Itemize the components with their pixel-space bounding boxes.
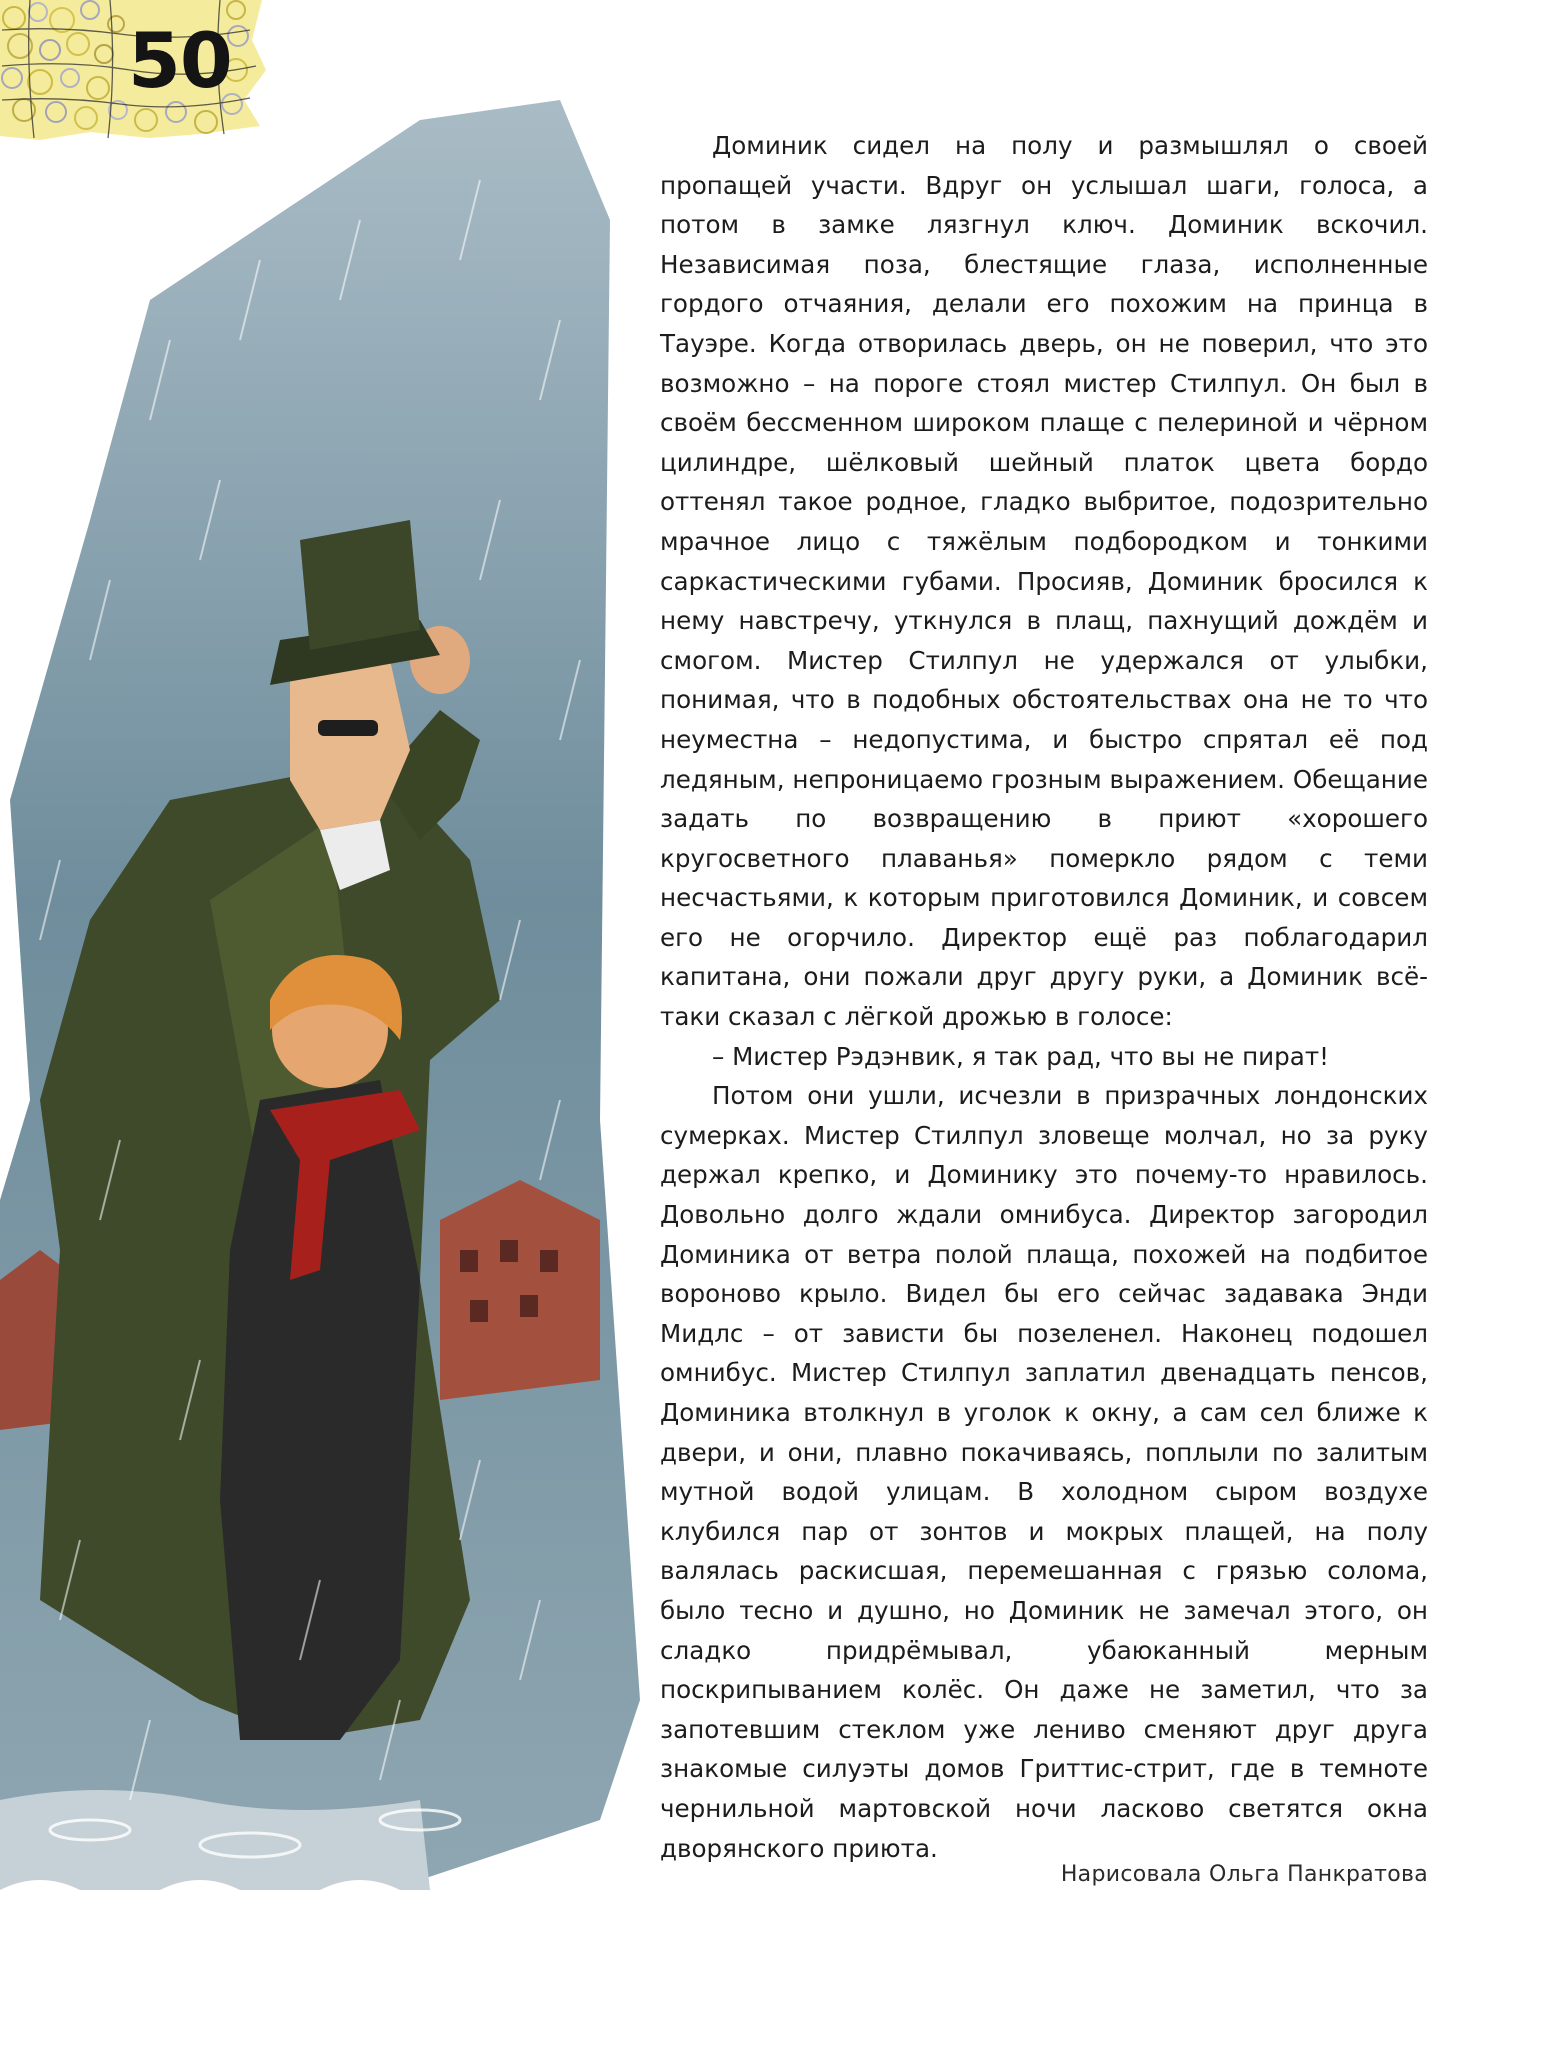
story-text: [660, 126, 1428, 1868]
paragraph-dialog: – Мистер Рэдэнвик, я так рад, что вы не пират!: [712, 1041, 1330, 1071]
rain-walk-illustration: [0, 100, 650, 1930]
paragraph: Потом они ушли, исчезли в призрачных лондонских сумерках. Мистер Стилпул зловеще молчал, но за руку держал крепко, и Доминику это почему-то нравилось. Довольно долго ждали омнибуса. Директор загородил Доминика от ветра полой плаща, похожей на подбитое вороново крыло. Видел бы его сейчас задавака Энди Мидлс – от зависти бы позеленел. Наконец подошел омнибус. Мистер Стилпул заплатил двенадцать пенсов, Доминика втолкнул в уголок к окну, а сам сел ближе к двери, и они, плавно покачиваясь, поплыли по залитым мутной водой улицам. В холодном сыром воздухе клубился пар от зонтов и мокрых плащей, на полу валялась раскисшая, перемешанная с грязью солома, было тесно и душно, но Доминик не замечал этого, он сладко придрёмывал, убаюканный мерным поскрипыванием колёс. Он даже не заметил, что за запотевшим стеклом уже лениво сменяют друг друга знакомые силуэты домов Гриттис-стрит, где в темноте чернильной мартовской ночи ласково светятся окна дворянского приюта.: [660, 1081, 1428, 1863]
paragraph: Доминик сидел на полу и размышлял о своей пропащей участи. Вдруг он услышал шаги, голоса, а потом в замке лязгнул ключ. Доминик вскочил. Независимая поза, блестящие глаза, исполненные гордого отчаяния, делали его похожим на принца в Тауэре. Когда отворилась дверь, он не поверил, что это возможно – на пороге стоял мистер Стилпул. Он был в своём бессменном широком плаще с пелериной и чёрном цилиндре, шёлковый шейный платок цвета бордо оттенял такое родное, гладко выбритое, подозрительно мрачное лицо с тяжёлым подбородком и тонкими саркастическими губами. Просияв, Доминик бросился к нему навстречу, уткнулся в плащ, пахнущий дождём и смогом. Мистер Стилпул не удержался от улыбки, понимая, что в подобных обстоятельствах она не то что неуместна – недопустима, и быстро спрятал её под ледяным, непроницаемо грозным выражением. Обещание задать по возвращению в приют «хорошего кругосветного плаванья» померкло рядом с теми несчастьями, к которым приготовился Доминик, и совсем его не огорчило. Директор ещё раз поблагодарил капитана, они пожали друг другу руки, а Доминик всё-таки сказал с лёгкой дрожью в голосе:: [660, 131, 1428, 1032]
illustrator-credit: Нарисовала Ольга Панкратова: [1060, 1862, 1428, 1887]
page-number: 50: [128, 16, 232, 105]
illustration: [0, 100, 650, 1930]
